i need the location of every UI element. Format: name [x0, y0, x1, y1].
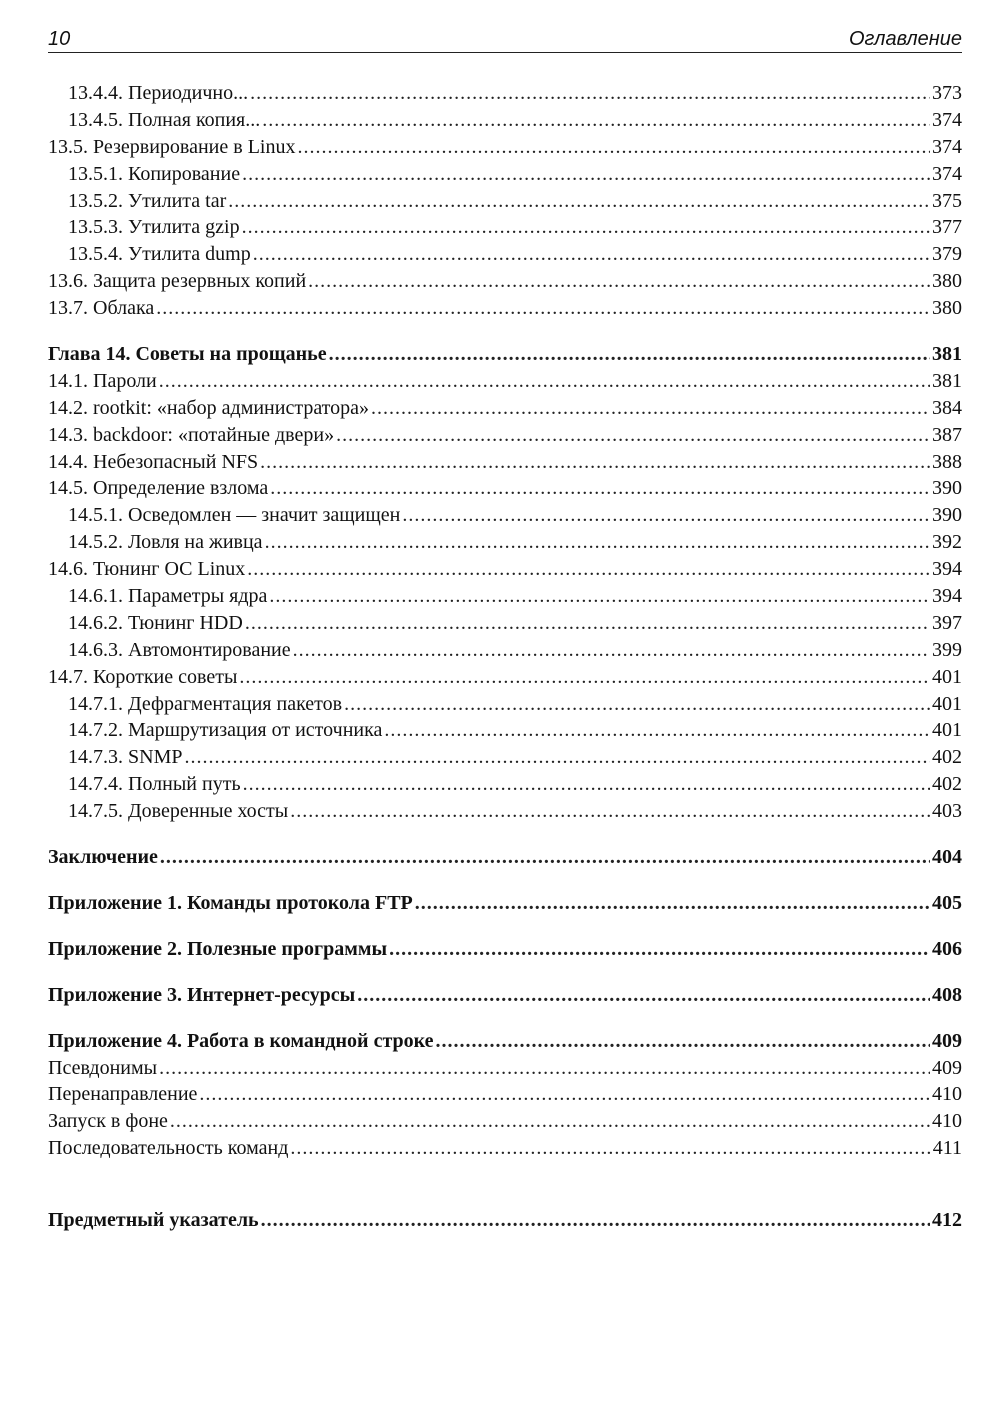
toc-entry-page: 409 [932, 1029, 962, 1052]
toc-entry-page: 402 [932, 773, 962, 796]
toc-entry-page: 409 [932, 1056, 962, 1079]
toc-entry-title: 14.6.1. Параметры ядра [68, 585, 268, 608]
toc-entry-page: 404 [932, 846, 962, 869]
toc-entry-title: 14.7.5. Доверенные хосты [68, 800, 289, 823]
dot-leader [436, 1028, 930, 1055]
dot-leader [402, 502, 930, 529]
toc-entry-page: 380 [932, 270, 962, 293]
toc-entry-title: 13.5.3. Утилита gzip [68, 216, 240, 239]
dot-leader [290, 798, 930, 825]
toc-entry-page: 411 [932, 1137, 962, 1160]
toc-entry [48, 556, 962, 583]
toc-entry-title: Приложение 4. Работа в командной строке [48, 1029, 434, 1052]
toc-entry [48, 341, 962, 368]
toc-entry [48, 936, 962, 963]
toc-entry [48, 295, 962, 322]
toc-entry-title: 13.5. Резервирование в Linux [48, 135, 296, 158]
toc-entry [48, 691, 962, 718]
toc-entry-title: 14.4. Небезопасный NFS [48, 450, 259, 473]
toc-entry-page: 379 [932, 243, 962, 266]
toc-entry-title: Псевдонимы [48, 1056, 158, 1079]
toc-entry [48, 982, 962, 1009]
toc-entry-title: 13.7. Облака [48, 297, 155, 320]
toc-entry-title: Приложение 1. Команды протокола FTP [48, 891, 413, 914]
toc-entry-page: 401 [932, 692, 962, 715]
toc-entry-page: 373 [932, 82, 962, 104]
dot-leader [269, 583, 930, 610]
toc-entry-title: 14.6.2. Тюнинг HDD [68, 611, 243, 634]
dot-leader [265, 529, 930, 556]
toc-entry [48, 502, 962, 529]
toc-entry [48, 890, 962, 917]
toc-entry [48, 134, 962, 161]
toc-entry-page: 374 [932, 108, 962, 131]
toc-entry-page: 374 [932, 162, 962, 185]
toc-entry-page: 412 [932, 1209, 962, 1232]
toc-entry-page: 402 [932, 746, 962, 769]
dot-leader [156, 295, 930, 322]
dot-leader [262, 107, 930, 134]
toc-entry-title: 14.7.3. SNMP [68, 746, 183, 769]
dot-leader [415, 890, 930, 917]
toc-entry-title: 14.6.3. Автомонтирование [68, 638, 291, 661]
toc-entry-page: 374 [932, 135, 962, 158]
toc-entry-title: 13.4.5. Полная копия... [68, 108, 261, 131]
dot-leader [160, 844, 930, 871]
toc-entry-title: 13.5.4. Утилита dump [68, 243, 251, 266]
toc-entry [48, 744, 962, 771]
dot-leader [270, 475, 930, 502]
dot-leader [243, 771, 930, 798]
toc-entry [48, 529, 962, 556]
toc-entry-title: 14.5.2. Ловля на живца [68, 531, 263, 554]
toc-entry-page: 406 [932, 937, 962, 960]
toc-entry [48, 664, 962, 691]
toc-entry-page: 387 [932, 423, 962, 446]
toc-entry-title: 14.3. backdoor: «потайные двери» [48, 423, 335, 446]
toc-entry [48, 1207, 962, 1234]
toc-entry-title: Перенаправление [48, 1083, 198, 1106]
toc-entry-page: 403 [932, 800, 962, 823]
dot-leader [293, 637, 930, 664]
toc-entry-title: Приложение 3. Интернет-ресурсы [48, 983, 356, 1006]
toc-entry-page: 410 [932, 1083, 962, 1106]
toc-entry-page: 399 [932, 638, 962, 661]
toc-entry [48, 1055, 962, 1082]
toc-entry [48, 268, 962, 295]
dot-leader [357, 982, 930, 1009]
dot-leader [242, 161, 930, 188]
dot-leader [384, 717, 930, 744]
toc-entry [48, 1028, 962, 1055]
toc-entry-page: 384 [932, 396, 962, 419]
toc-entry-title: Заключение [48, 846, 158, 869]
dot-leader [228, 188, 930, 215]
toc-entry-page: 394 [932, 585, 962, 608]
dot-leader [260, 449, 930, 476]
toc-entry [48, 1081, 962, 1108]
toc-entry-title: Глава 14. Советы на прощанье [48, 343, 327, 366]
toc-entry [48, 188, 962, 215]
toc-entry [48, 368, 962, 395]
toc-entry [48, 422, 962, 449]
toc-entry-title: 14.7.4. Полный путь [68, 773, 241, 796]
dot-leader [170, 1108, 930, 1135]
toc-entry-title: 14.5.1. Осведомлен — значит защищен [68, 504, 401, 527]
toc-entry [48, 610, 962, 637]
toc-entry [48, 395, 962, 422]
toc-entry-page: 377 [932, 216, 962, 239]
toc-entry-title: Последовательность команд [48, 1137, 289, 1160]
toc-entry-title: Запуск в фоне [48, 1110, 168, 1133]
toc-entry [48, 583, 962, 610]
dot-leader [247, 556, 930, 583]
toc-entry-page: 380 [932, 297, 962, 320]
dot-leader [389, 936, 930, 963]
toc-entry-title: 14.1. Пароли [48, 369, 157, 392]
toc-entry-page: 381 [932, 343, 962, 366]
dot-leader [159, 1055, 930, 1082]
toc-entry-page: 390 [932, 477, 962, 500]
toc-entry-page: 401 [932, 665, 962, 688]
toc-entry-page: 394 [932, 558, 962, 581]
dot-leader [199, 1081, 930, 1108]
dot-leader [290, 1135, 930, 1162]
toc-entry [48, 637, 962, 664]
table-of-contents [48, 80, 962, 1234]
toc-entry-page: 410 [932, 1110, 962, 1133]
toc-entry [48, 771, 962, 798]
page-number: 10 [48, 28, 71, 50]
toc-entry-page: 381 [932, 369, 962, 392]
toc-entry-title: 13.6. Защита резервных копий [48, 270, 307, 293]
toc-entry [48, 449, 962, 476]
dot-leader [245, 610, 930, 637]
toc-entry-title: 14.5. Определение взлома [48, 477, 269, 500]
dot-leader [371, 395, 930, 422]
toc-entry [48, 1108, 962, 1135]
toc-entry-title: 14.2. rootkit: «набор администратора» [48, 396, 370, 419]
toc-entry [48, 475, 962, 502]
dot-leader [253, 241, 930, 268]
toc-entry-page: 392 [932, 531, 962, 554]
toc-entry-page: 401 [932, 719, 962, 742]
toc-entry [48, 80, 962, 107]
toc-entry-title: 13.5.2. Утилита tar [68, 189, 227, 212]
dot-leader [297, 134, 930, 161]
toc-entry [48, 241, 962, 268]
dot-leader [242, 214, 930, 241]
toc-entry-title: 14.7. Короткие советы [48, 665, 238, 688]
toc-entry-page: 388 [932, 450, 962, 473]
dot-leader [184, 744, 930, 771]
toc-entry [48, 844, 962, 871]
toc-entry-title: Приложение 2. Полезные программы [48, 937, 388, 960]
toc-entry-title: 14.7.2. Маршрутизация от источника [68, 719, 383, 742]
toc-entry-title: 14.7.1. Дефрагментация пакетов [68, 692, 343, 715]
toc-entry-page: 405 [932, 891, 962, 914]
toc-entry-page: 375 [932, 189, 962, 212]
toc-entry [48, 798, 962, 825]
dot-leader [344, 691, 930, 718]
toc-entry [48, 1135, 962, 1162]
toc-entry [48, 107, 962, 134]
dot-leader [250, 80, 930, 107]
toc-entry-title: Предметный указатель [48, 1209, 259, 1232]
toc-entry-title: 13.4.4. Периодично... [68, 82, 249, 104]
toc-entry-page: 408 [932, 983, 962, 1006]
dot-leader [261, 1207, 930, 1234]
page-header [48, 26, 962, 53]
toc-entry-page: 390 [932, 504, 962, 527]
dot-leader [308, 268, 930, 295]
toc-entry [48, 161, 962, 188]
toc-entry-title: 14.6. Тюнинг ОС Linux [48, 558, 246, 581]
dot-leader [159, 368, 930, 395]
toc-entry [48, 717, 962, 744]
toc-entry-page: 397 [932, 611, 962, 634]
toc-entry [48, 214, 962, 241]
running-title: Оглавление [848, 28, 962, 50]
dot-leader [239, 664, 930, 691]
dot-leader [336, 422, 930, 449]
dot-leader [329, 341, 930, 368]
toc-entry-title: 13.5.1. Копирование [68, 162, 241, 185]
